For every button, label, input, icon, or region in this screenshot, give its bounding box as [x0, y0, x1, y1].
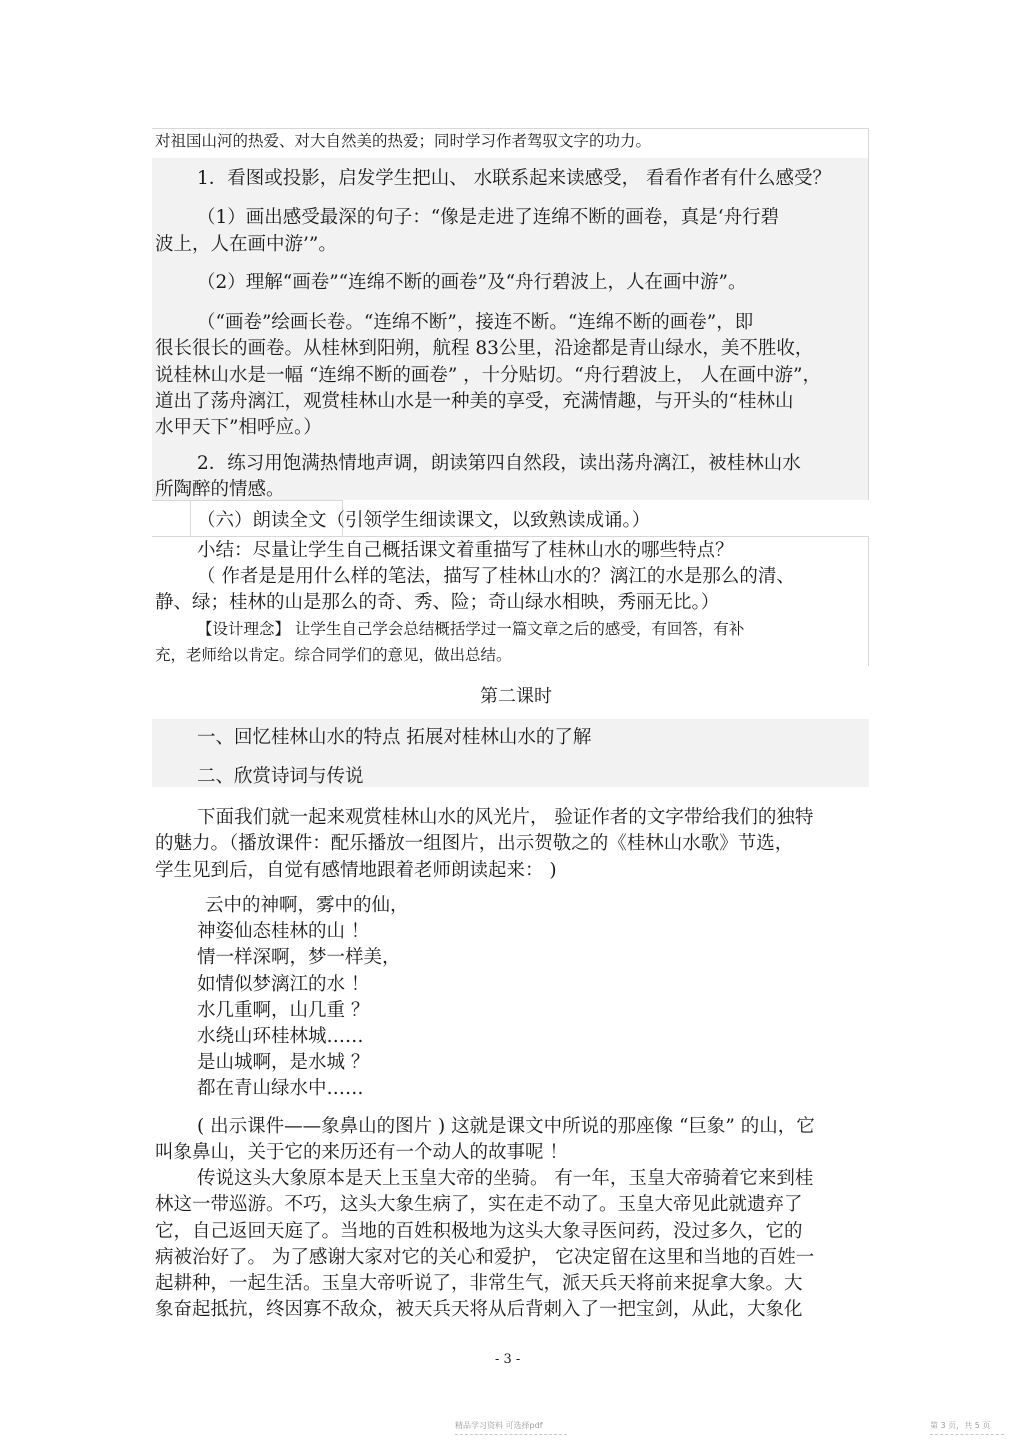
- rule: [152, 128, 869, 129]
- explain-line-4: 道出了荡舟漓江，观赏桂林山水是一种美的享受，充满情趣，与开头的“桂林山: [155, 391, 794, 412]
- sub-item-1-line2: 波上，人在画中游’”。: [155, 234, 337, 255]
- rule: [190, 500, 191, 536]
- para3-line2: 林这一带巡游。不巧，这头大象生病了，实在走不动了。玉皇大帝见此就遗弃了: [155, 1194, 803, 1215]
- para3-line4: 病被治好了。 为了感谢大家对它的关心和爱护， 它决定留在这里和当地的百姓一: [155, 1247, 815, 1268]
- design-line-1: 【设计理念】 让学生自己学会总结概括学过一篇文章之后的感受，有回答，有补: [197, 620, 745, 638]
- explain-line-2: 很长很长的画卷。从桂林到阳朔，航程 83公里，沿途都是青山绿水，美不胜收，: [155, 338, 814, 359]
- poem-line-5: 水几重啊，山几重 ？: [197, 1000, 370, 1021]
- step-2: 二、欣赏诗词与传说: [197, 766, 364, 787]
- lesson-title: 第二课时: [480, 686, 552, 707]
- answer-line-1: （ 作者是是用什么样的笔法，描写了桂林山水的？漓江的水是那么的清、: [197, 566, 795, 587]
- answer-line-2: 静、绿；桂林的山是那么的奇、秀、险；奇山绿水相映，秀丽无比。）: [155, 592, 720, 613]
- explain-line-5: 水甲天下”相呼应。）: [155, 417, 322, 438]
- poem-line-1: 云中的神啊，雾中的仙，: [205, 895, 409, 916]
- poem-line-8: 都在青山绿水中……: [197, 1078, 364, 1099]
- poem-line-2: 神姿仙态桂林的山 ！: [197, 921, 370, 942]
- poem-line-3: 情一样深啊，梦一样美，: [197, 947, 401, 968]
- page-number: - 3 -: [495, 1352, 521, 1367]
- poem-line-6: 水绕山环桂林城……: [197, 1026, 364, 1047]
- summary-line: 小结：尽量让学生自己概括课文着重描写了桂林山水的哪些特点？: [197, 540, 734, 561]
- para2-line1: ( 出示课件——象鼻山的图片 ) 这就是课文中所说的那座像 “巨象” 的山，它: [197, 1116, 815, 1137]
- para3-line5: 起耕种，一起生活。玉皇大帝听说了，非常生气，派天兵天将前来捉拿大象。大: [155, 1273, 803, 1294]
- rule: [868, 128, 869, 500]
- sub-item-1-line1: （1）画出感受最深的句子：“像是走进了连绵不断的画卷，真是‘舟行碧: [197, 207, 780, 228]
- footer-left: 精品学习资料 可选择pdf: [455, 1421, 543, 1430]
- para1-line3: 学生见到后，自觉有感情地跟着老师朗读起来： ): [155, 860, 557, 881]
- para2-line2: 叫象鼻山，关于它的来历还有一个动人的故事呢 ！: [155, 1142, 568, 1163]
- para3-line3: 它，自己返回天庭了。当地的百姓积极地为这头大象寻医问药，没过多久，它的: [155, 1221, 803, 1242]
- step-1: 一、回忆桂林山水的特点 拓展对桂林山水的了解: [197, 727, 592, 748]
- para3-line6: 象奋起抵抗，终因寡不敌众，被天兵天将从后背刺入了一把宝剑，从此，大象化: [155, 1299, 803, 1320]
- poem-line-7: 是山城啊，是水城 ？: [197, 1052, 370, 1073]
- item-2-line1: 2．练习用饱满热情地声调，朗读第四自然段，读出荡舟漓江，被桂林山水: [197, 453, 801, 474]
- section-heading: （六）朗读全文（引领学生细读课文，以致熟读成诵。）: [197, 510, 651, 531]
- design-line-2: 充，老师给以肯定。综合同学们的意见，做出总结。: [155, 646, 512, 664]
- item-1: 1．看图或投影，启发学生把山、 水联系起来读感受， 看看作者有什么感受？: [197, 168, 832, 189]
- rule: [868, 536, 869, 666]
- para3-line1: 传说这头大象原本是天上玉皇大帝的坐骑。 有一年，玉皇大帝骑着它来到桂: [197, 1168, 814, 1189]
- rule: [152, 536, 869, 537]
- para1-line2: 的魅力。（播放课件：配乐播放一组图片，出示贺敬之的《桂林山水歌》节选，: [155, 833, 794, 854]
- item-2-line2: 所陶醉的情感。: [155, 479, 285, 500]
- explain-line-1: （“画卷”绘画长卷。“连绵不断”，接连不断。“连绵不断的画卷”，即: [197, 312, 754, 333]
- poem-line-4: 如情似梦漓江的水 ！: [197, 974, 370, 995]
- footer-dash-right: [930, 1434, 1004, 1435]
- footer-right: 第 3 页，共 5 页: [930, 1421, 991, 1430]
- para1-line1: 下面我们就一起来观赏桂林山水的风光片， 验证作者的文字带给我们的独特: [197, 807, 814, 828]
- explain-line-3: 说桂林山水是一幅 “连绵不断的画卷” ，十分贴切。“舟行碧波上， 人在画中游”，: [155, 365, 821, 386]
- intro-line: 对祖国山河的热爱、对大自然美的热爱；同时学习作者驾驭文字的功力。: [155, 132, 652, 150]
- footer-dash-left: [455, 1434, 567, 1435]
- sub-item-2: （2）理解“画卷”“连绵不断的画卷”及“舟行碧波上，人在画中游”。: [197, 272, 747, 293]
